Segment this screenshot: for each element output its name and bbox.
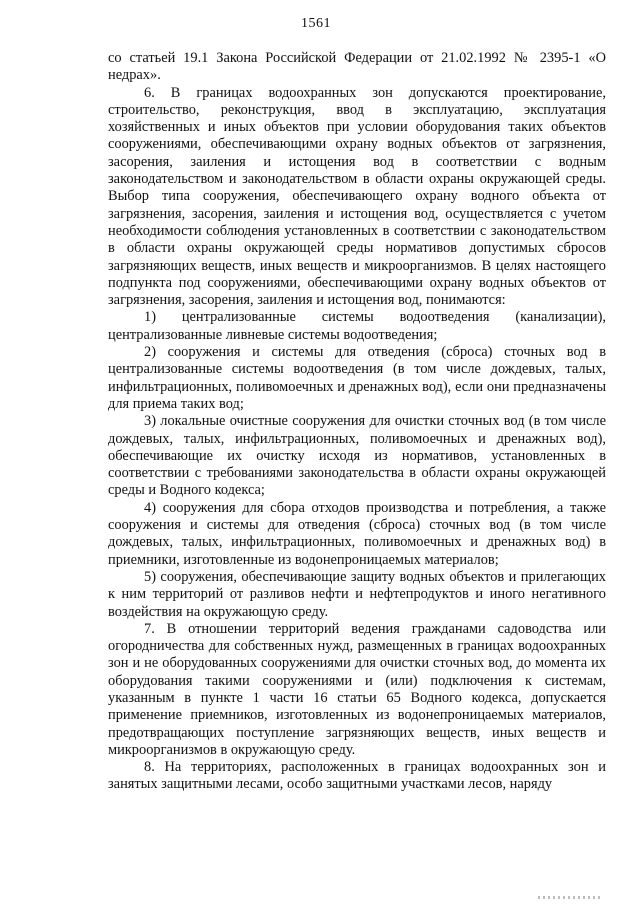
subitem-4: 4) сооружения для сбора отходов производства и потребления, а также сооружения и системы для отведения (сброса) сточных вод (в том числе дождевых, талых, инфильтрационных, поливомоечных и дренажных вод) в приемники, изготовленные из водонепроницаемых материалов; xyxy=(108,499,606,568)
subitem-3: 3) локальные очистные сооружения для очистки сточных вод (в том числе дождевых, талых, инфильтрационных, поливомоечных и дренажных вод), обеспечивающие их очистку исходя из нормативов, установленных в соответствии с требованиями законодательства в области охраны окружающей среды и Водного кодекса; xyxy=(108,413,606,499)
paragraph-continuation: со статьей 19.1 Закона Российской Федерации от 21.02.1992 № 2395-1 «О недрах». xyxy=(108,50,606,84)
paragraph-item-7: 7. В отношении территорий ведения гражданами садоводства или огородничества для собственных нужд, размещенных в границах водоохранных зон и не оборудованных сооружениями для очистки сточных вод, до момента их оборудования такими сооружениями и (или) подключения к системам, указанным в пункте 1 части 16 статьи 65 Водного кодекса, допускается применение приемников, изготовленных из водонепроницаемых материалов, предотвращающих поступление загрязняющих веществ, иных веществ и микроорганизмов в окружающую среду. xyxy=(108,620,606,758)
body-text xyxy=(108,50,606,794)
paragraph-item-6: 6. В границах водоохранных зон допускаются проектирование, строительство, реконструкция, ввод в эксплуатацию, эксплуатация хозяйственных и иных объектов при условии оборудования таких объектов сооружениями, обеспечивающими охрану водных объектов от загрязнения, засорения, заиления и истощения вод в соответствии с водным законодательством и законодательством в области охраны окружающей среды. Выбор типа сооружения, обеспечивающего охрану водного объекта от загрязнения, засорения, заиления и истощения вод, осуществляется с учетом необходимости соблюдения установленных в соответствии с законодательством в области охраны окружающей среды нормативов допустимых сбросов загрязняющих веществ, иных веществ и микроорганизмов. В целях настоящего подпункта под сооружениями, обеспечивающими охрану водных объектов от загрязнения, засорения, заиления и истощения вод, понимаются: xyxy=(108,84,606,309)
subitem-1: 1) централизованные системы водоотведения (канализации), централизованные ливневые системы водоотведения; xyxy=(108,309,606,343)
paragraph-item-8: 8. На территориях, расположенных в границах водоохранных зон и занятых защитными лесами, особо защитными участками лесов, наряду xyxy=(108,759,606,793)
scan-mark xyxy=(538,896,602,899)
subitem-2: 2) сооружения и системы для отведения (сброса) сточных вод в централизованные системы водоотведения (в том числе дождевых, талых, инфильтрационных, поливомоечных и дренажных вод), если они предназначены для приема таких вод; xyxy=(108,344,606,412)
subitem-5: 5) сооружения, обеспечивающие защиту водных объектов и прилегающих к ним территорий от разливов нефти и нефтепродуктов и иного негативного воздействия на окружающую среду. xyxy=(108,568,606,620)
page-number: 1561 xyxy=(301,16,331,31)
